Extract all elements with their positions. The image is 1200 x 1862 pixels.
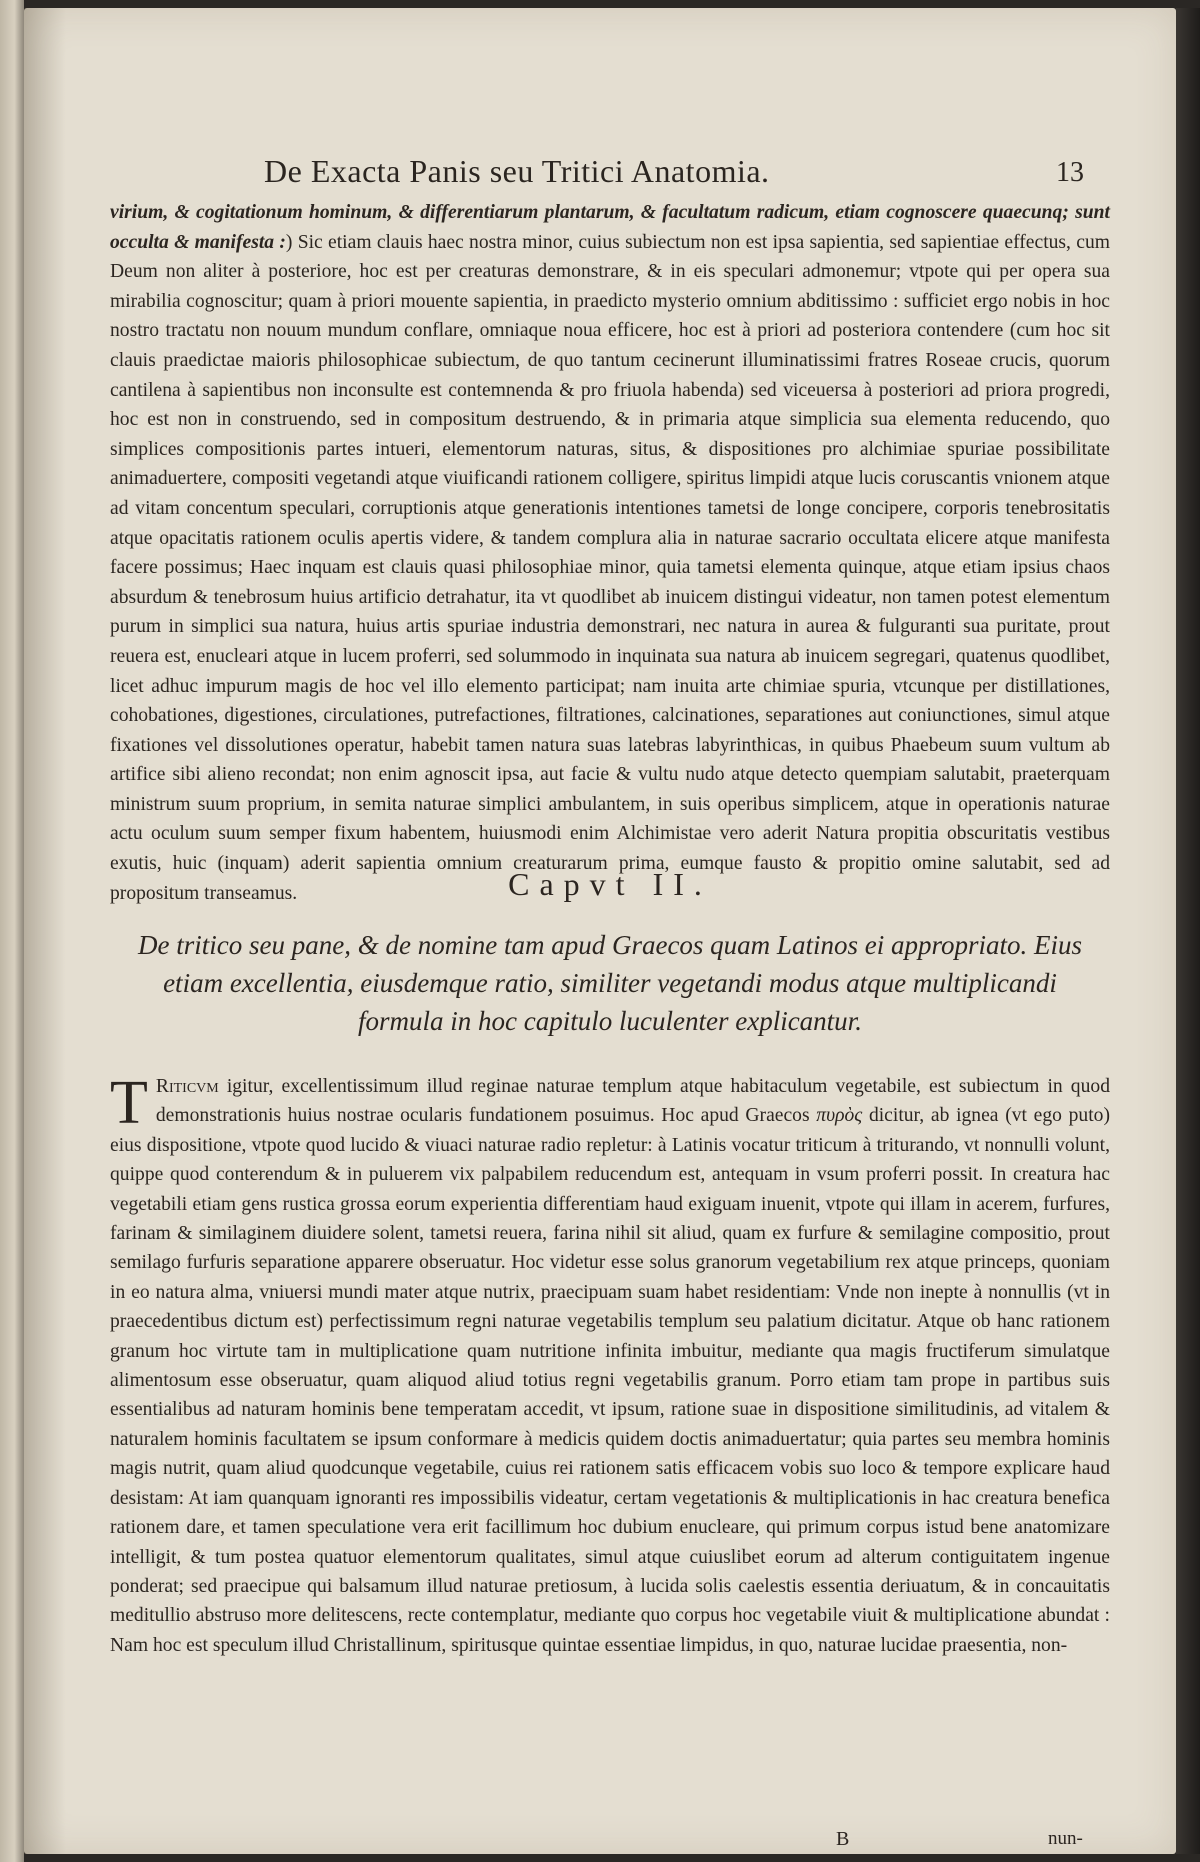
- lead-word: Riticvm: [155, 1076, 219, 1097]
- running-head: De Exacta Panis seu Tritici Anatomia.: [264, 153, 770, 189]
- chapter-summary: De tritico seu pane, & de nomine tam apud Graecos quam Latinos ei appropriato. Eius etiam excellentia, eiusdemque ratio, similiter vegetandi modus atque multiplicandi formula in hoc capitulo luculenter explicantur.: [138, 930, 1082, 1036]
- page-header: [224, 153, 1084, 203]
- page-gutter-shadow: [24, 8, 66, 1854]
- chapter-title: Capvt II.: [508, 866, 712, 902]
- greek-word: πυρὸς: [816, 1105, 863, 1127]
- catchword: nun-: [1048, 1828, 1083, 1849]
- drop-cap: T: [110, 1069, 148, 1137]
- paragraph-2-text-b: dicitur, ab ignea (vt ego puto) eius dispositione, vtpote quod lucido & viuaci naturae radio repletur: à Latinis vocatur triticum à triturando, vt nonnulli volunt, quippe quod conterendum & in puluerem vix palpabilem reducendum est, antequam in vsum proferri possit. In creatura hac vegetabili etiam gens rustica grossa eorum experientia differentiam haud exiguam inuenit, vtpote qui illam in acerem, furfures, farinam & similaginem diuidere solent, tametsi reuera, farina nihil sit aliud, quam ex furfure & semilagine compositio, prout semilago furfuris separatione apparere obseruatur. Hoc videtur esse solus granorum vegetabilium rex atque princeps, quoniam in eo natura alma, vniuersi mundi mater atque nutrix, praecipuam suam habet residentiam: Vnde non inepte à nonnullis (vt in praecedentibus dictum est) perfectissimum regni naturae vegetabilis templum seu palatium dicitatur. Atque ob hanc rationem granum hoc virtute tam in multiplicatione quam nutritione infinita imbuitur, mediante qua magis fructiferum simulatque alimentosum esse obseruatur, quam aliquod aliud totius regni vegetabilis granum. Porro etiam tam prope in partibus suis essentialibus ad naturam hominis bene temperatam accedit, vt ipsum, ratione suae in dispositione similitudinis, ad vitalem & naturalem hominis facultatem se ipsum conformare à medicis quidem doctis animaduertatur; quia partes seu membra hominis magis nutrit, quam aliud quodcunque vegetabile, cuius rei rationem satis efficacem vobis suo loco & tempore explicare haud desistam: At iam quanquam ignoranti res impossibilis videatur, certam vegetationis & multiplicationis in hac creatura benefica rationem dare, et tamen speculatione vera erit facillimum hoc dubium enucleare, qui primum corpus istud bene anatomizare intelligit, & tum postea quatuor elementorum qualitates, simul atque cuiuslibet eorum ad alterum contiguitatem ingenue ponderat; sed praecipue qui balsamum illud naturae pretiosum, à lucida solis caelestis essentia deriuatum, & in concauitatis meditullio abstruso more delitescens, recte contemplatur, mediante quo corpus hoc vegetabile viuit & multiplicatione abundat : Nam hoc est speculum illud Christallinum, spiritusque quintae essentiae limpidus, in quo, naturae lucidae praesentia, non-: [110, 1105, 1110, 1656]
- page-number: 13: [1056, 157, 1084, 188]
- opening-text: ) Sic etiam clauis haec nostra minor, cuius subiectum non est ipsa sapientia, sed sapientiae effectus, cum Deum non aliter à posteriore, hoc est per creaturas demonstrare, & in eis speculari admonemur; vtpote qui per opera sua mirabilia cognoscitur; quam à priori mouente sapientia, in praedicto mysterio omnium abditissimo : sufficiet ergo nobis in hoc nostro tractatu non nouum mundum conflare, omniaque noua efficere, hoc est à priori ad posteriora contendere (cum hoc sit clauis praedictae maioris philosophicae subiectum, de quo tantum cecinerunt illuminatissimi fratres Roseae crucis, quorum cantilena à sapientibus non inconsulte est contemnenda & pro friuola habenda) sed viceuersa à posteriori ad priora progredi, hoc est non in construendo, sed in compositum destruendo, & in primaria atque simplicia sua elementa reducendo, quo simplices compositionis partes intueri, elementorum naturas, situs, & dispositiones pro alchimiae spuriae possibilitate animaduertere, compositi vegetandi atque viuificandi rationem colligere, spiritus limpidi atque lucis coruscantis vnionem atque ad vitam concentum speculari, corruptionis atque generationis intentiones tametsi de longe concipere, corporis tenebrositatis atque opacitatis rationem oculis apertis videre, & tandem complura alia in naturae sacrario occultata elicere atque manifesta facere possimus; Haec inquam est clauis quasi philosophiae minor, quia tametsi elementa quinque, atque etiam ipsius chaos absurdum & tenebrosum huius artificio detrahatur, ita vt quodlibet ab inuicem distingui videatur, non tamen potest elementum purum in simplici sua natura, huius artis spuriae industria demonstrari, nec natura in aurea & fulguranti sua puritate, prout reuera est, enucleari atque in lucem proferri, sed solummodo in inquinata sua natura ab inuicem segregari, quatenus quodlibet, licet adhuc impurum magis de hoc vel illo elemento participat; nam inuita arte chimiae spuria, vtcunque per distillationes, cohobationes, digestiones, circulationes, putrefactiones, filtrationes, calcinationes, separationes aut coniunctiones, simul atque fixationes vel dissolutiones operatur, habebit tamen natura suas latebras labyrinthicas, in quibus Phaebeum suum vultum ab artifice sibi alieno recondat; non enim agnoscit ipsa, aut facie & vultu nudo atque detecto quempiam salutabit, praeterquam ministrum suum proprium, in semita naturae simplici ambulantem, in suis operibus simplicem, atque in operationis naturae actu oculum suum semper fixum habentem, huiusmodi enim Alchimistae vero aderit Natura propitia obscuritatis vestibus exutis, huic (inquam) aderit sapientia omnium creaturarum prima, eumque fausto & propitio omine salutabit, sed ad propositum transeamus.: [110, 231, 1110, 904]
- opening-italic: virium, & cogitationum hominum, & differentiarum plantarum, & facultatum radicum, etiam cognoscere quaecunq; sunt occulta & manifesta :: [110, 202, 1110, 253]
- book-page: [24, 8, 1176, 1854]
- signature-mark: B: [836, 1828, 850, 1850]
- body-paragraph-1: [110, 198, 1110, 908]
- body-paragraph-2: [110, 1069, 1110, 1660]
- right-edge-shadow: [1176, 8, 1200, 1854]
- paragraph-2-text-a: igitur, excellentissimum illud reginae naturae templum atque habitaculum vegetabile, est subiectum in quod demonstrationis huius nostrae ocularis fundationem posuimus. Hoc apud Graecos: [155, 1076, 1110, 1127]
- facing-page-edge: [0, 0, 24, 1862]
